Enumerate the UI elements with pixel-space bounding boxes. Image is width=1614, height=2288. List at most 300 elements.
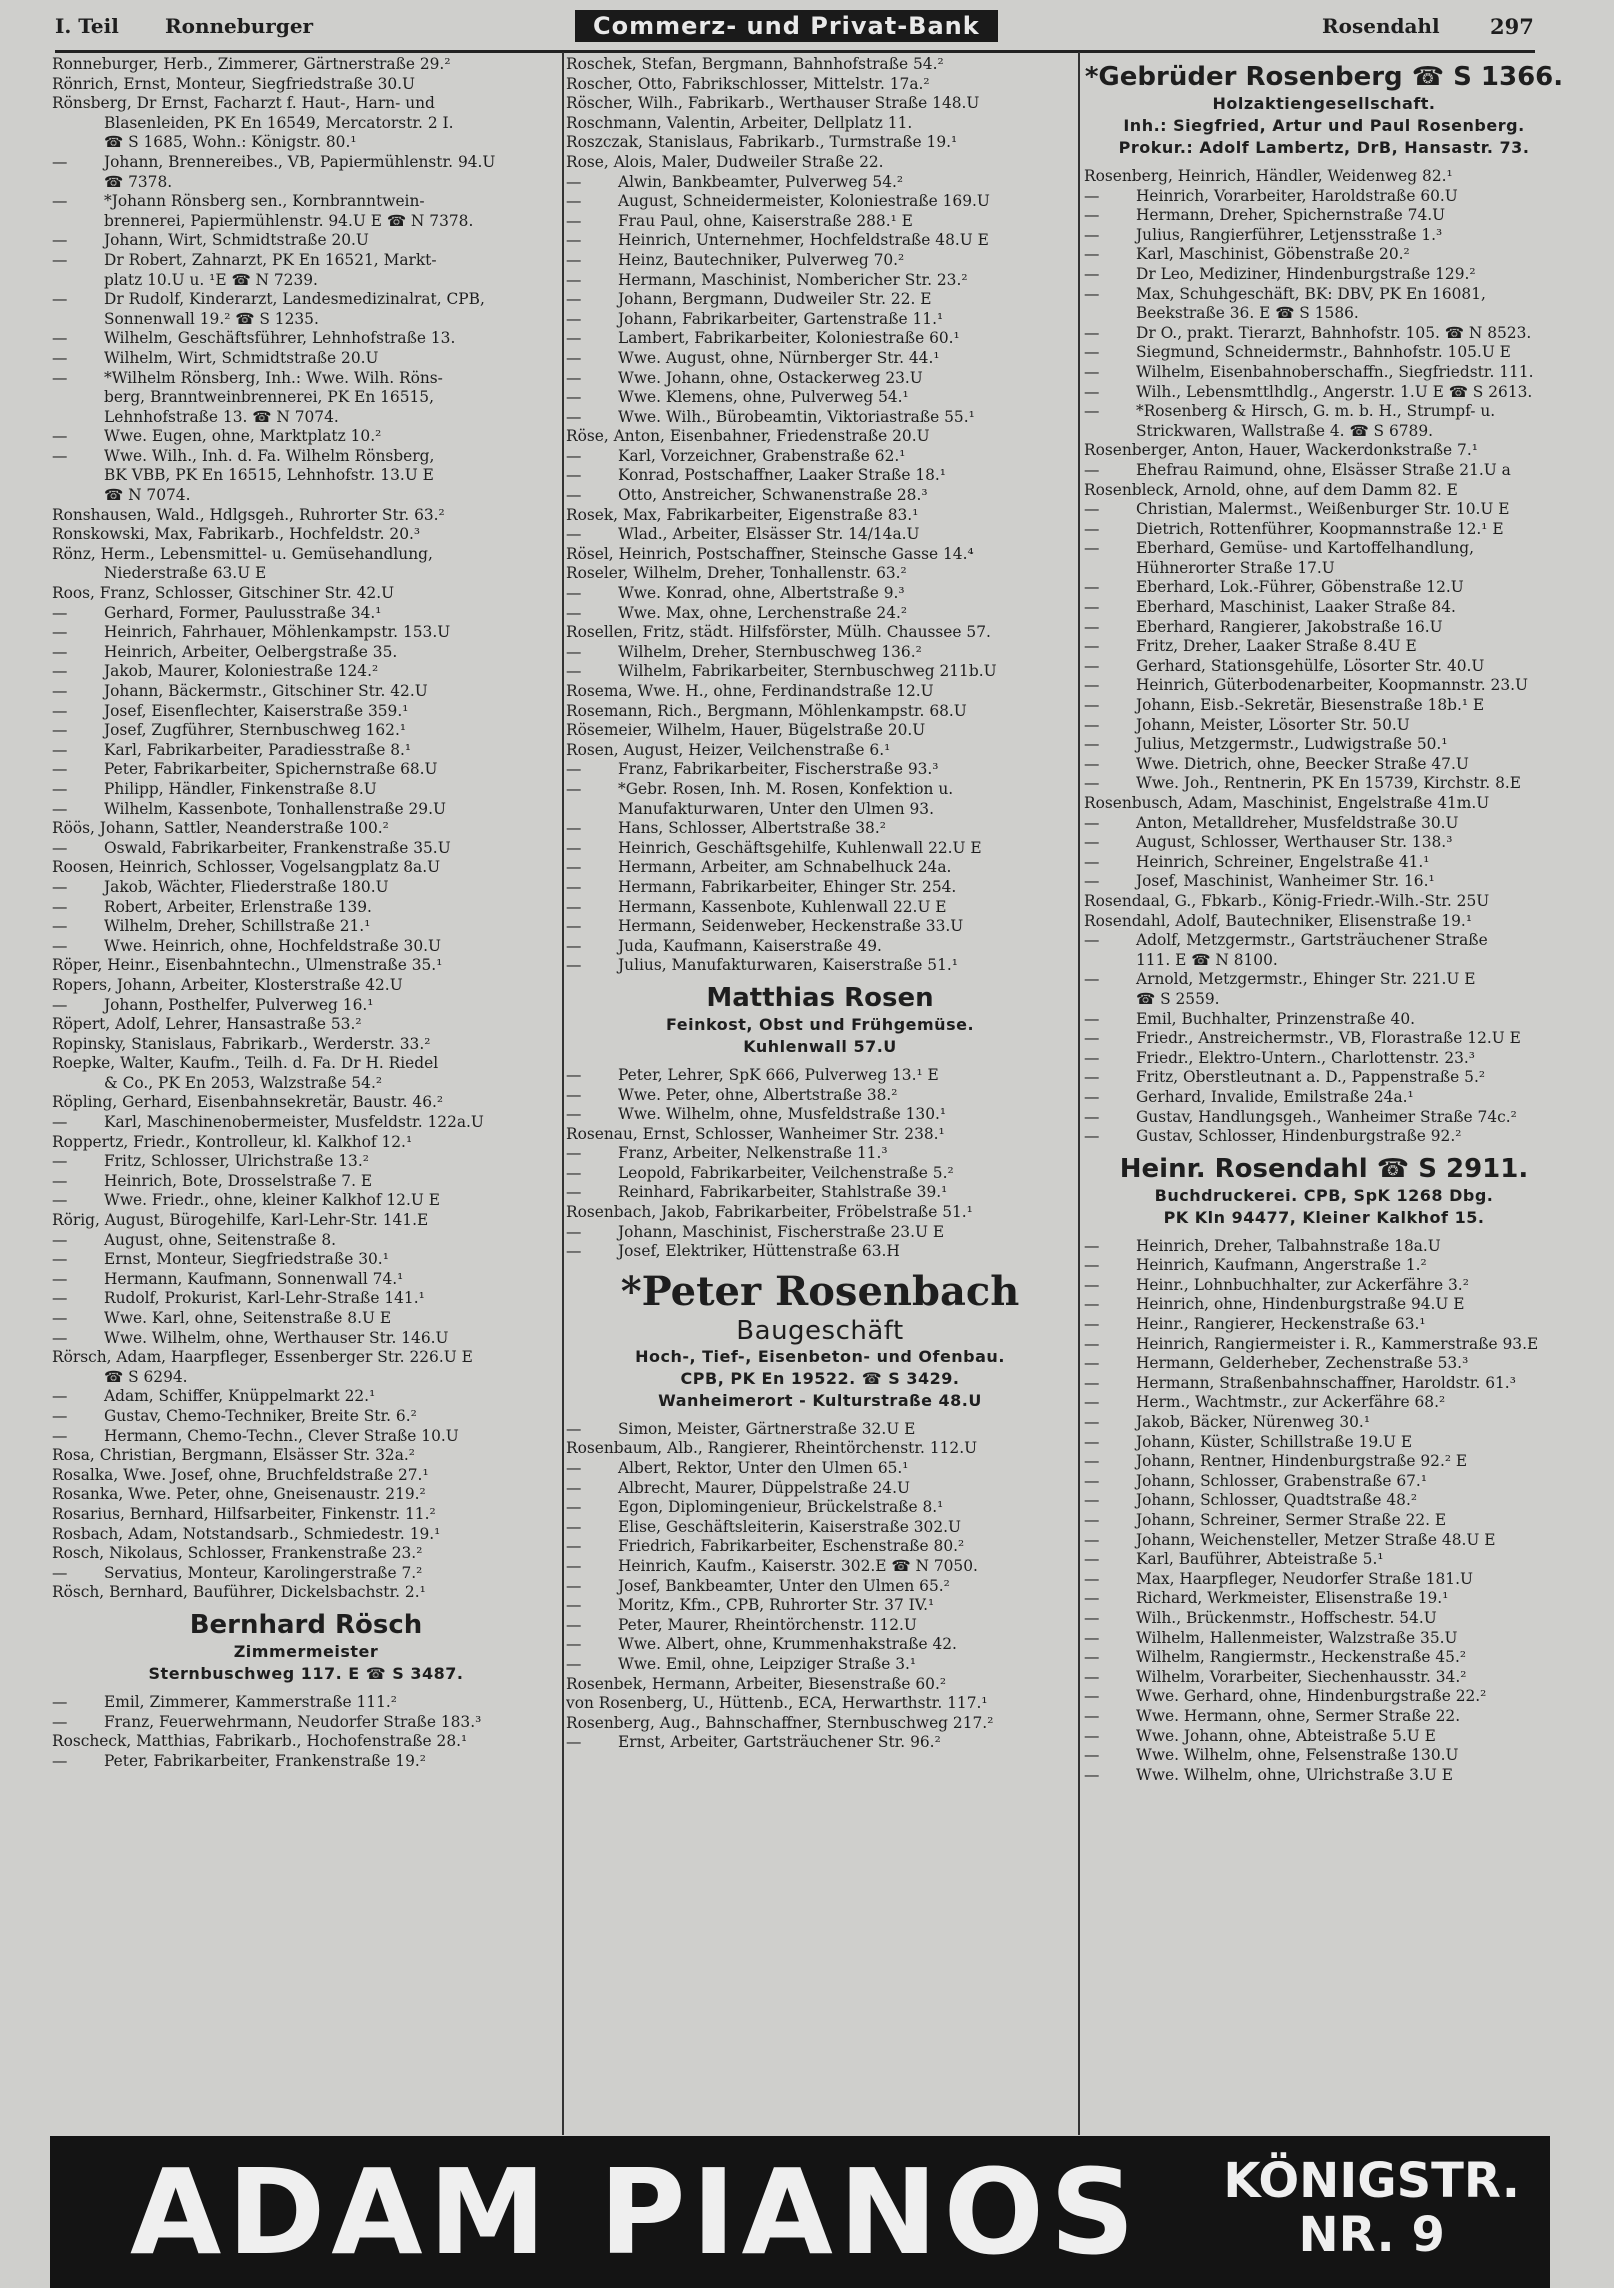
ditto-dash: —	[1084, 1667, 1100, 1686]
entry-text: Hermann, Straßenbahnschaffner, Haroldstr. 61.³	[1136, 1373, 1516, 1392]
ditto-dash: —	[566, 897, 582, 916]
ditto-dash: —	[566, 1537, 582, 1556]
entry-text: Anton, Metalldreher, Musfeldstraße 30.U	[1136, 813, 1459, 832]
directory-entry	[52, 1446, 560, 1466]
entry-text: ☎ 7378.	[104, 172, 173, 191]
directory-sub-entry	[566, 290, 1074, 310]
directory-sub-entry	[1084, 1727, 1564, 1747]
ditto-dash: —	[52, 838, 68, 857]
entry-text: Fritz, Schlosser, Ulrichstraße 13.²	[104, 1152, 369, 1171]
ditto-dash: —	[1084, 1550, 1100, 1569]
directory-sub-entry	[52, 662, 560, 682]
entry-text: Wwe. Heinrich, ohne, Hochfeldstraße 30.U	[104, 936, 441, 955]
ditto-dash: —	[566, 1654, 582, 1673]
entry-text: Ehefrau Raimund, ohne, Elsässer Straße 21.U a	[1136, 460, 1511, 479]
directory-sub-entry	[1084, 578, 1564, 598]
directory-sub-entry	[1084, 1315, 1564, 1335]
directory-entry	[566, 1439, 1074, 1459]
entry-text: Wilhelm, Rangiermstr., Heckenstraße 45.²	[1136, 1648, 1467, 1667]
directory-sub-entry	[1084, 833, 1564, 853]
entry-text: Rosemann, Rich., Bergmann, Möhlenkampstr. 68.U	[566, 701, 967, 720]
directory-sub-entry	[1084, 1413, 1564, 1433]
directory-sub-entry	[566, 212, 1074, 232]
page-number: 297	[1490, 14, 1534, 39]
entry-text: Fritz, Dreher, Laaker Straße 8.4U E	[1136, 637, 1417, 656]
entry-text: Hermann, Dreher, Spichernstraße 74.U	[1136, 206, 1446, 225]
entry-text: Dr O., prakt. Tierarzt, Bahnhofstr. 105. ☎ N 8523.	[1136, 323, 1532, 342]
directory-entry	[52, 956, 560, 976]
directory-entry	[52, 976, 560, 996]
ditto-dash: —	[52, 1113, 68, 1132]
column-divider	[562, 52, 564, 2135]
ditto-dash: —	[52, 231, 68, 250]
ditto-dash: —	[1084, 970, 1100, 989]
ditto-dash: —	[52, 427, 68, 446]
entry-text: Adolf, Metzgermstr., Gartsträuchener Straße	[1136, 931, 1488, 950]
directory-sub-entry	[1084, 285, 1564, 305]
entry-text: Eberhard, Lok.-Führer, Göbenstraße 12.U	[1136, 578, 1464, 597]
directory-sub-entry	[52, 702, 560, 722]
ditto-dash: —	[566, 779, 582, 798]
entry-text: Dr Leo, Mediziner, Hindenburgstraße 129.²	[1136, 264, 1476, 283]
directory-sub-entry	[52, 878, 560, 898]
entry-text: Wilhelm, Eisenbahnoberschaffn., Siegfriedstr. 111.	[1136, 362, 1534, 381]
directory-entry	[52, 525, 560, 545]
ditto-dash: —	[1084, 1471, 1100, 1490]
entry-continuation	[1084, 951, 1564, 971]
directory-entry	[52, 858, 560, 878]
directory-sub-entry	[1084, 618, 1564, 638]
entry-text: Johann, Brennereibes., VB, Papiermühlenstr. 94.U	[104, 152, 496, 171]
directory-sub-entry	[52, 369, 560, 389]
directory-sub-entry	[1084, 226, 1564, 246]
ditto-dash: —	[566, 1242, 582, 1261]
entry-text: Hermann, Chemo-Techn., Clever Straße 10.U	[104, 1426, 459, 1445]
ditto-dash: —	[1084, 735, 1100, 754]
directory-sub-entry	[566, 1105, 1074, 1125]
directory-sub-entry	[566, 917, 1074, 937]
entry-text: Emil, Zimmerer, Kammerstraße 111.²	[104, 1692, 397, 1711]
ditto-dash: —	[566, 760, 582, 779]
ditto-dash: —	[566, 348, 582, 367]
entry-text: Heinrich, Kaufm., Kaiserstr. 302.E ☎ N 7050.	[618, 1557, 978, 1575]
directory-entry	[566, 1694, 1074, 1714]
ditto-dash: —	[566, 1517, 582, 1536]
ditto-dash: —	[1084, 1648, 1100, 1667]
entry-text: Gerhard, Former, Paulusstraße 34.¹	[104, 603, 382, 622]
ditto-dash: —	[566, 1419, 582, 1438]
ditto-dash: —	[1084, 1354, 1100, 1373]
entry-text: Ronneburger, Herb., Zimmerer, Gärtnerstraße 29.²	[52, 55, 451, 73]
entry-text: Rösch, Bernhard, Bauführer, Dickelsbachstr. 2.¹	[52, 1583, 426, 1602]
directory-entry	[52, 545, 560, 565]
directory-entry	[566, 1675, 1074, 1695]
entry-text: Juda, Kaufmann, Kaiserstraße 49.	[618, 936, 882, 955]
entry-text: Gerhard, Stationsgehülfe, Lösorter Str. 40.U	[1136, 656, 1485, 675]
directory-sub-entry	[566, 760, 1074, 780]
directory-entry	[566, 545, 1074, 565]
entry-text: Niederstraße 63.U E	[104, 564, 267, 583]
entry-text: August, ohne, Seitenstraße 8.	[104, 1230, 337, 1249]
directory-sub-entry	[566, 310, 1074, 330]
ad-line: Hoch-, Tief-, Eisenbeton- und Ofenbau.	[635, 1346, 1005, 1366]
directory-sub-entry	[566, 584, 1074, 604]
ditto-dash: —	[1084, 696, 1100, 715]
directory-sub-entry	[52, 917, 560, 937]
directory-sub-entry	[1084, 461, 1564, 481]
left-catchword: Ronneburger	[165, 14, 314, 38]
directory-sub-entry	[1084, 206, 1564, 226]
entry-text: *Gebr. Rosen, Inh. M. Rosen, Konfektion u.	[618, 779, 954, 798]
directory-sub-entry	[1084, 1766, 1564, 1786]
entry-text: Rösel, Heinrich, Postschaffner, Steinsche Gasse 14.⁴	[566, 544, 974, 563]
ad-line: Sternbuschweg 117. E ☎ S 3487.	[148, 1663, 464, 1683]
entry-text: Wwe. Karl, ohne, Seitenstraße 8.U E	[104, 1309, 392, 1327]
directory-sub-entry	[52, 780, 560, 800]
footer-advertisement	[50, 2136, 1550, 2288]
entry-text: Moritz, Kfm., CPB, Ruhrorter Str. 37 IV.¹	[618, 1596, 935, 1615]
directory-sub-entry	[566, 1655, 1074, 1675]
directory-sub-entry	[566, 1498, 1074, 1518]
directory-sub-entry	[566, 839, 1074, 859]
directory-sub-entry	[1084, 539, 1564, 559]
ditto-dash: —	[566, 877, 582, 896]
entry-text: Wilhelm, Hallenmeister, Walzstraße 35.U	[1136, 1628, 1458, 1647]
entry-text: Rösemeier, Wilhelm, Hauer, Bügelstraße 20.U	[566, 721, 926, 740]
entry-text: Christian, Malermst., Weißenburger Str. 10.U E	[1136, 500, 1510, 519]
entry-text: Rosa, Christian, Bergmann, Elsässer Str. 32a.²	[52, 1446, 415, 1465]
entry-text: Dietrich, Rottenführer, Koopmannstraße 12.¹ E	[1136, 519, 1504, 538]
entry-text: berg, Branntweinbrennerei, PK En 16515,	[104, 388, 434, 407]
ditto-dash: —	[566, 407, 582, 426]
entry-text: Rosellen, Fritz, städt. Hilfsförster, Mülh. Chaussee 57.	[566, 623, 991, 642]
ditto-dash: —	[566, 956, 582, 975]
page-header	[0, 0, 1614, 52]
entry-text: Franz, Fabrikarbeiter, Fischerstraße 93.³	[618, 760, 939, 779]
ditto-dash: —	[52, 740, 68, 759]
directory-sub-entry	[52, 447, 560, 467]
directory-sub-entry	[566, 819, 1074, 839]
ad-line: Inh.: Siegfried, Artur und Paul Rosenberg.	[1123, 116, 1525, 135]
directory-sub-entry	[52, 1564, 560, 1584]
entry-text: Adam, Schiffer, Knüppelmarkt 22.¹	[104, 1387, 376, 1406]
entry-text: Wlad., Arbeiter, Elsässer Str. 14/14a.U	[618, 525, 920, 544]
ditto-dash: —	[1084, 617, 1100, 636]
entry-text: Johann, Küster, Schillstraße 19.U E	[1136, 1432, 1413, 1451]
directory-entry	[1084, 481, 1564, 501]
ditto-dash: —	[52, 662, 68, 681]
ditto-dash: —	[566, 250, 582, 269]
entry-text: Beekstraße 36. E ☎ S 1586.	[1136, 304, 1359, 323]
directory-sub-entry	[52, 996, 560, 1016]
directory-sub-entry	[52, 1191, 560, 1211]
entry-text: Hermann, Arbeiter, am Schnabelhuck 24a.	[618, 858, 952, 877]
ditto-dash: —	[52, 1563, 68, 1582]
directory-sub-entry	[52, 1250, 560, 1270]
directory-entry	[566, 623, 1074, 643]
directory-sub-entry	[1084, 598, 1564, 618]
ditto-dash: —	[52, 250, 68, 269]
entry-text: Philipp, Händler, Finkenstraße 8.U	[104, 779, 377, 798]
ditto-dash: —	[566, 270, 582, 289]
entry-continuation	[52, 388, 560, 408]
directory-sub-entry	[52, 1752, 560, 1772]
directory-sub-entry	[566, 956, 1074, 976]
directory-sub-entry	[52, 1693, 560, 1713]
directory-sub-entry	[52, 153, 560, 173]
ditto-dash: —	[1084, 1432, 1100, 1451]
directory-sub-entry	[1084, 1570, 1564, 1590]
directory-sub-entry	[1084, 657, 1564, 677]
ditto-dash: —	[52, 290, 68, 309]
ditto-dash: —	[1084, 402, 1100, 421]
entry-text: Wilhelm, Wirt, Schmidtstraße 20.U	[104, 348, 379, 367]
entry-text: Servatius, Monteur, Karolingerstraße 7.²	[104, 1563, 423, 1582]
entry-text: Rosenbek, Hermann, Arbeiter, Biesenstraße 60.²	[566, 1674, 947, 1693]
entry-continuation	[52, 466, 560, 486]
entry-continuation	[52, 1368, 560, 1388]
directory-sub-entry	[1084, 1687, 1564, 1707]
entry-text: *Johann Rönsberg sen., Kornbranntwein-	[104, 192, 425, 211]
ditto-dash: —	[566, 1065, 582, 1084]
ad-line: Wanheimerort - Kulturstraße 48.U	[658, 1390, 982, 1410]
entry-continuation	[566, 800, 1074, 820]
entry-text: Peter, Fabrikarbeiter, Spichernstraße 68.U	[104, 760, 438, 779]
ditto-dash: —	[52, 721, 68, 740]
ditto-dash: —	[1084, 206, 1100, 225]
entry-text: Jakob, Maurer, Koloniestraße 124.²	[104, 662, 379, 681]
ditto-dash: —	[1084, 382, 1100, 401]
right-catchword: Rosendahl	[1322, 14, 1440, 38]
entry-continuation	[1084, 304, 1564, 324]
ditto-dash: —	[566, 1085, 582, 1104]
ditto-dash: —	[1084, 1087, 1100, 1106]
directory-entry	[52, 1093, 560, 1113]
ditto-dash: —	[1084, 676, 1100, 695]
ditto-dash: —	[52, 1309, 68, 1327]
ditto-dash: —	[1084, 656, 1100, 675]
entry-text: Rosendaal, G., Fbkarb., König-Friedr.-Wilh.-Str. 25U	[1084, 891, 1490, 910]
directory-sub-entry	[52, 1407, 560, 1427]
entry-text: Gustav, Chemo-Techniker, Breite Str. 6.²	[104, 1406, 417, 1425]
directory-column-1	[52, 55, 560, 2135]
entry-text: Heinr., Lohnbuchhalter, zur Ackerfähre 3.²	[1136, 1275, 1469, 1294]
directory-sub-entry	[1084, 1707, 1564, 1727]
ditto-dash: —	[566, 486, 582, 505]
ditto-dash: —	[52, 995, 68, 1014]
directory-sub-entry	[52, 623, 560, 643]
ditto-dash: —	[1084, 931, 1100, 950]
entry-text: Johann, Eisb.-Sekretär, Biesenstraße 18b.¹ E	[1136, 696, 1485, 715]
directory-sub-entry	[566, 1086, 1074, 1106]
entry-text: Johann, Fabrikarbeiter, Gartenstraße 11.¹	[618, 309, 944, 328]
directory-entry	[566, 1203, 1074, 1223]
entry-text: Heinrich, Kaufmann, Angerstraße 1.²	[1136, 1256, 1427, 1275]
directory-sub-entry	[566, 1518, 1074, 1538]
entry-text: Johann, Maschinist, Fischerstraße 23.U E	[618, 1222, 945, 1241]
entry-text: Jakob, Bäcker, Nürenweg 30.¹	[1136, 1413, 1370, 1432]
directory-sub-entry	[566, 1635, 1074, 1655]
directory-sub-entry	[1084, 265, 1564, 285]
entry-text: von Rosenberg, U., Hüttenb., ECA, Herwarthstr. 117.¹	[566, 1694, 988, 1713]
entry-text: Heinrich, Unternehmer, Hochfeldstraße 48.U E	[618, 231, 989, 250]
entry-text: Rosch, Nikolaus, Schlosser, Frankenstraße 23.²	[52, 1544, 423, 1563]
entry-text: Reinhard, Fabrikarbeiter, Stahlstraße 39.¹	[618, 1183, 948, 1202]
directory-sub-entry	[566, 1420, 1074, 1440]
entry-text: Wwe. Johann, ohne, Abteistraße 5.U E	[1136, 1726, 1436, 1745]
entry-text: Eberhard, Rangierer, Jakobstraße 16.U	[1136, 617, 1443, 636]
entry-text: platz 10.U u. ¹E ☎ N 7239.	[104, 270, 318, 289]
entry-text: Wilhelm, Fabrikarbeiter, Sternbuschweg 211b.U	[618, 662, 997, 681]
entry-text: Heinrich, Rangiermeister i. R., Kammerstraße 93.E	[1136, 1334, 1539, 1353]
ditto-dash: —	[52, 779, 68, 798]
entry-text: Johann, Meister, Lösorter Str. 50.U	[1136, 715, 1410, 734]
directory-entry	[1084, 892, 1564, 912]
ditto-dash: —	[566, 1635, 582, 1654]
entry-text: Sonnenwall 19.² ☎ S 1235.	[104, 309, 319, 328]
entry-text: Wwe. Konrad, ohne, Albertstraße 9.³	[618, 584, 905, 603]
entry-text: Heinrich, Dreher, Talbahnstraße 18a.U	[1136, 1236, 1441, 1255]
directory-sub-entry	[1084, 1746, 1564, 1766]
entry-text: Ronskowski, Max, Fabrikarb., Hochfeldstr. 20.³	[52, 525, 421, 544]
directory-sub-entry	[52, 1329, 560, 1349]
footer-ad-brand: ADAM PIANOS	[130, 2143, 1141, 2281]
directory-sub-entry	[566, 1459, 1074, 1479]
entry-text: Dr Robert, Zahnarzt, PK En 16521, Markt-	[104, 250, 437, 269]
entry-text: Johann, Rentner, Hindenburgstraße 92.² E	[1136, 1452, 1468, 1471]
entry-text: Rosenberger, Anton, Hauer, Wackerdonkstraße 7.¹	[1084, 441, 1478, 460]
directory-sub-entry	[1084, 1237, 1564, 1257]
entry-text: Roschek, Stefan, Bergmann, Bahnhofstraße 54.²	[566, 55, 944, 73]
directory-sub-entry	[566, 1557, 1074, 1577]
ditto-dash: —	[1084, 754, 1100, 773]
directory-sub-entry	[1084, 520, 1564, 540]
entry-text: Wilh., Lebensmttlhdlg., Angerstr. 1.U E ☎ S 2613.	[1136, 382, 1533, 401]
entry-text: Wilhelm, Geschäftsführer, Lehnhofstraße 13.	[104, 329, 456, 348]
entry-text: Eberhard, Gemüse- und Kartoffelhandlung,	[1136, 539, 1475, 558]
entry-text: Eberhard, Maschinist, Laaker Straße 84.	[1136, 598, 1456, 617]
ditto-dash: —	[566, 1557, 582, 1575]
entry-text: Josef, Eisenflechter, Kaiserstraße 359.¹	[104, 701, 409, 720]
entry-text: Heinrich, Schreiner, Engelstraße 41.¹	[1136, 852, 1430, 871]
entry-continuation	[52, 564, 560, 584]
entry-text: Wwe. Peter, ohne, Albertstraße 38.²	[618, 1085, 898, 1104]
directory-sub-entry	[566, 1164, 1074, 1184]
entry-text: Otto, Anstreicher, Schwanenstraße 28.³	[618, 486, 928, 505]
ditto-dash: —	[566, 858, 582, 877]
entry-text: Rosek, Max, Fabrikarbeiter, Eigenstraße 83.¹	[566, 505, 919, 524]
entry-text: Rosenbach, Jakob, Fabrikarbeiter, Fröbelstraße 51.¹	[566, 1203, 973, 1222]
ditto-dash: —	[1084, 1295, 1100, 1314]
entry-text: Hans, Schlosser, Albertstraße 38.²	[618, 819, 886, 838]
directory-sub-entry	[566, 525, 1074, 545]
ditto-dash: —	[566, 1183, 582, 1202]
directory-sub-entry	[1084, 1531, 1564, 1551]
ditto-dash: —	[566, 290, 582, 309]
entry-text: *Rosenberg & Hirsch, G. m. b. H., Strumpf- u.	[1136, 402, 1496, 421]
ditto-dash: —	[1084, 833, 1100, 852]
directory-sub-entry	[566, 1479, 1074, 1499]
entry-text: Rörig, August, Bürogehilfe, Karl-Lehr-Str. 141.E	[52, 1211, 429, 1230]
entry-text: Wwe. Klemens, ohne, Pulverweg 54.¹	[618, 388, 909, 407]
ditto-dash: —	[52, 799, 68, 818]
directory-sub-entry	[1084, 774, 1564, 794]
directory-sub-entry	[52, 839, 560, 859]
entry-text: Röpling, Gerhard, Eisenbahnsekretär, Baustr. 46.²	[52, 1093, 444, 1112]
directory-sub-entry	[52, 643, 560, 663]
directory-sub-entry	[566, 271, 1074, 291]
entry-text: Gerhard, Invalide, Emilstraße 24a.¹	[1136, 1087, 1414, 1106]
ditto-dash: —	[566, 917, 582, 936]
directory-sub-entry	[1084, 1354, 1564, 1374]
directory-sub-entry	[52, 937, 560, 957]
entry-text: Frau Paul, ohne, Kaiserstraße 288.¹ E	[618, 211, 913, 230]
directory-sub-entry	[566, 1596, 1074, 1616]
directory-sub-entry	[1084, 716, 1564, 736]
ditto-dash: —	[566, 1498, 582, 1517]
directory-entry	[52, 1133, 560, 1153]
directory-entry	[566, 682, 1074, 702]
ditto-dash: —	[566, 1733, 582, 1752]
entry-text: BK VBB, PK En 16515, Lehnhofstr. 13.U E	[104, 466, 434, 485]
ditto-dash: —	[566, 1615, 582, 1634]
ditto-dash: —	[566, 662, 582, 681]
directory-sub-entry	[1084, 1393, 1564, 1413]
directory-entry	[1084, 441, 1564, 461]
entry-text: Röscher, Wilh., Fabrikarb., Werthauser Straße 148.U	[566, 94, 980, 113]
entry-continuation	[52, 212, 560, 232]
directory-sub-entry	[1084, 1276, 1564, 1296]
entry-text: Johann, Bergmann, Dudweiler Str. 22. E	[618, 290, 932, 309]
directory-entry	[566, 153, 1074, 173]
directory-column-2	[566, 55, 1074, 2135]
ditto-dash: —	[52, 623, 68, 642]
entry-text: Wwe. Wilhelm, ohne, Musfeldstraße 130.¹	[618, 1105, 947, 1124]
ditto-dash: —	[1084, 519, 1100, 538]
ditto-dash: —	[566, 1596, 582, 1615]
directory-sub-entry	[1084, 1029, 1564, 1049]
entry-text: Karl, Maschinist, Göbenstraße 20.²	[1136, 245, 1410, 264]
directory-sub-entry	[1084, 500, 1564, 520]
ditto-dash: —	[566, 603, 582, 622]
ditto-dash: —	[1084, 1068, 1100, 1087]
directory-sub-entry	[566, 1066, 1074, 1086]
entry-text: Röös, Johann, Sattler, Neanderstraße 100.²	[52, 819, 389, 838]
directory-sub-entry	[1084, 1472, 1564, 1492]
directory-sub-entry	[566, 858, 1074, 878]
directory-sub-entry	[566, 447, 1074, 467]
entry-text: Wilhelm, Dreher, Schillstraße 21.¹	[104, 917, 371, 936]
directory-entry	[566, 94, 1074, 114]
entry-text: Rosema, Wwe. H., ohne, Ferdinandstraße 12.U	[566, 682, 934, 700]
directory-sub-entry	[52, 1113, 560, 1133]
entry-text: ☎ N 7074.	[104, 486, 191, 505]
entry-continuation	[52, 114, 560, 134]
entry-text: Ronshausen, Wald., Hdlgsgeh., Ruhrorter Str. 63.²	[52, 505, 445, 524]
entry-text: Wwe. Dietrich, ohne, Beecker Straße 47.U	[1136, 754, 1469, 773]
ditto-dash: —	[52, 936, 68, 955]
entry-text: Wwe. Emil, ohne, Leipziger Straße 3.¹	[618, 1654, 917, 1673]
ditto-dash: —	[52, 1751, 68, 1770]
directory-sub-entry	[52, 741, 560, 761]
ditto-dash: —	[52, 329, 68, 348]
ad-line: Baugeschäft	[736, 1315, 904, 1346]
directory-sub-entry	[52, 1231, 560, 1251]
directory-sub-entry	[52, 329, 560, 349]
entry-text: Heinrich, Bote, Drosselstraße 7. E	[104, 1171, 373, 1190]
entry-text: Wwe. Johann, ohne, Ostackerweg 23.U	[618, 368, 923, 387]
directory-entry	[566, 506, 1074, 526]
